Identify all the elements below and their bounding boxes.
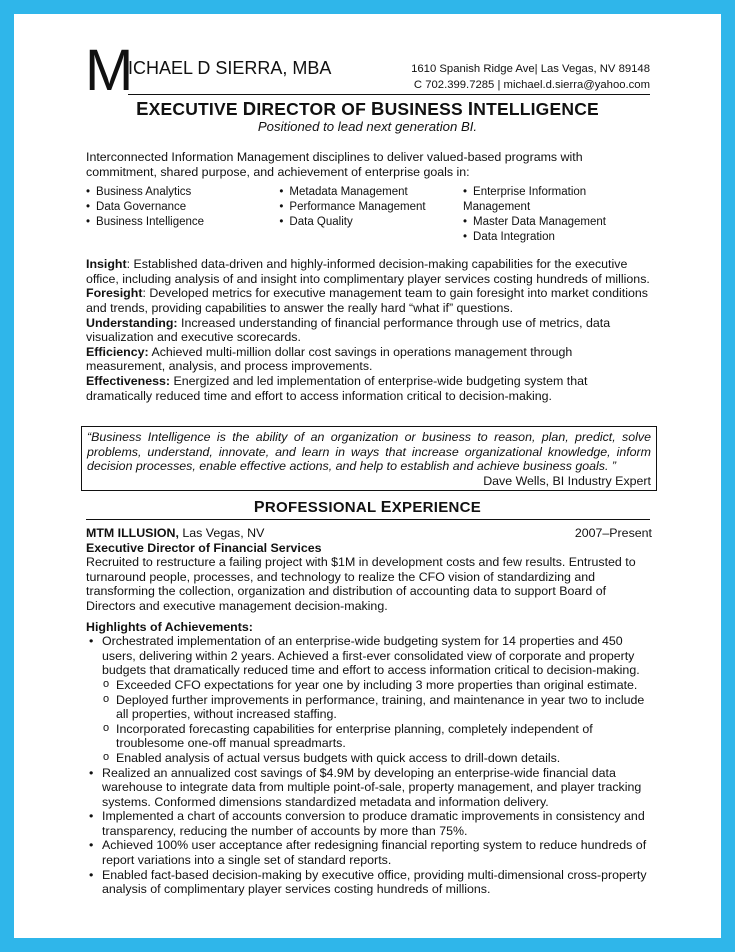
quote-box	[81, 426, 657, 491]
achievement-item: • Realized an annualized cost savings of $4.9M by developing an enterprise-wide financial data warehouse to integrate data from multiple point-of-sale, property management, and player tracking systems. Conformed dimensions standardized metadata and information delivery.	[86, 766, 652, 810]
employment-dates: 2007–Present	[574, 526, 652, 540]
skills-column-2	[279, 185, 463, 245]
skill-item: • Business Analytics	[86, 185, 279, 200]
employer-line	[86, 526, 652, 541]
achievements-list	[86, 634, 652, 897]
skill-item: • Performance Management	[279, 200, 463, 215]
phone-email-line: C 702.399.7285 | michael.d.sierra@yahoo.com	[413, 79, 650, 91]
tagline: Positioned to lead next generation BI.	[257, 119, 478, 134]
contact-block	[411, 61, 650, 93]
resume-header	[14, 14, 721, 110]
title-block	[14, 99, 721, 134]
competency-effectiveness: Effectiveness: Energized and led implementation of enterprise-wide budgeting system that dramatically reduced time and effort to access information critical to decision-making.	[86, 373, 588, 403]
candidate-name: ICHAEL D SIERRA, MBA	[128, 58, 332, 78]
sub-achievement-item: o Deployed further improvements in performance, training, and maintenance in year two to include all properties, without increased staffing.	[102, 693, 652, 722]
competency-foresight: Foresight: Developed metrics for executive management team to gain foresight into market conditions and trends, providing capabilities to answer the really hard “what if” questions.	[86, 286, 648, 315]
role-title: Executive Director of Financial Services	[86, 540, 322, 555]
competency-understanding: Understanding: Increased understanding of financial performance through use of metrics, data visualization and executive scorecards.	[86, 315, 611, 345]
skill-item: • Metadata Management	[279, 185, 463, 200]
sub-achievements-list	[102, 678, 652, 766]
skill-item: • Data Governance	[86, 200, 279, 215]
skill-item: • Master Data Management	[463, 215, 652, 230]
summary-section	[86, 150, 652, 403]
skill-item: • Data Quality	[279, 215, 463, 230]
skills-column-3	[463, 185, 652, 245]
competency-insight: Insight: Established data-driven and highly-informed decision-making capabilities for the executive office, including analysis of and insight into complimentary player services costing hundreds of millions.	[86, 257, 650, 286]
sub-achievement-item: o Exceeded CFO expectations for year one by including 3 more properties than original estimate.	[102, 678, 652, 693]
summary-intro: Interconnected Information Management disciplines to deliver valued-based programs with commitment, shared purpose, and achievement of enterprise goals in:	[86, 150, 583, 179]
section-rule	[86, 519, 650, 520]
achievement-item: • Enabled fact-based decision-making by executive office, providing multi-dimensional cross-property analysis of complimentary player services costing hundreds of millions.	[86, 868, 652, 897]
achievement-item: • Achieved 100% user acceptance after redesigning financial reporting system to reduce hundreds of report variations into a single set of standard reports.	[86, 838, 652, 867]
skills-grid	[86, 185, 652, 245]
highlights-heading: Highlights of Achievements:	[86, 619, 253, 634]
role-description: Recruited to restructure a failing project with $1M in development costs and few results. Entrusted to turnaround people, processes, and technology to realize the CFO vision of standardizing and transforming the collection, organization and distribution of accounting data to support Board of Directors and executive management decision-making.	[86, 555, 636, 613]
resume-page	[14, 14, 721, 938]
achievement-item: • Implemented a chart of accounts conversion to produce dramatic improvements in consistency and transparency, reducing the number of accounts by more than 75%.	[86, 809, 652, 838]
header-rule	[128, 94, 650, 95]
competency-efficiency: Efficiency: Achieved multi-million dollar cost savings in operations management through measurement, analysis, and process improvements.	[86, 344, 573, 374]
skill-item: • Enterprise Information Management	[463, 185, 652, 215]
skill-item: • Data Integration	[463, 230, 652, 245]
skills-column-1	[86, 185, 279, 245]
job-title: EXECUTIVE DIRECTOR OF BUSINESS INTELLIGENCE	[136, 98, 599, 119]
experience-entry	[86, 526, 652, 897]
quote-text: “Business Intelligence is the ability of an organization or business to reason, plan, predict, solve problems, understand, innovate, and learn in ways that increase organizational knowledge, inform decision processes, enable effective actions, and help to establish and achieve business goals. ”	[87, 430, 651, 474]
sub-achievement-item: o Enabled analysis of actual versus budgets with quick access to drill-down details.	[102, 751, 652, 766]
quote-attribution: Dave Wells, BI Industry Expert	[483, 473, 651, 488]
sub-achievement-item: o Incorporated forecasting capabilities for enterprise planning, completely independent of troublesome one-off manual spreadmarts.	[102, 722, 652, 751]
achievement-item: • Orchestrated implementation of an enterprise-wide budgeting system for 14 properties and 450 users, delivering within 2 years. Achieved a first-ever consolidated view of corporate and property budgets that dramatically reduced time and effort to access information critical to decision-making. o Exceeded CFO expectations for year one by including 3 more properties than original estimate. o Deployed further improvements in performance, training, and maintenance in year two to include all properties, without increased staffing. o Incorporated forecasting capabilities for enterprise planning, completely independent of troublesome one-off manual spreadmarts. o Enabled analysis of actual versus budgets with quick access to drill-down details.	[86, 634, 652, 765]
section-heading-experience: PROFESSIONAL EXPERIENCE	[253, 499, 482, 516]
address-line: 1610 Spanish Ridge Ave| Las Vegas, NV 89148	[411, 63, 650, 75]
employer: MTM ILLUSION, Las Vegas, NV	[86, 526, 265, 540]
name-initial: M	[85, 38, 133, 103]
skill-item: • Business Intelligence	[86, 215, 279, 230]
